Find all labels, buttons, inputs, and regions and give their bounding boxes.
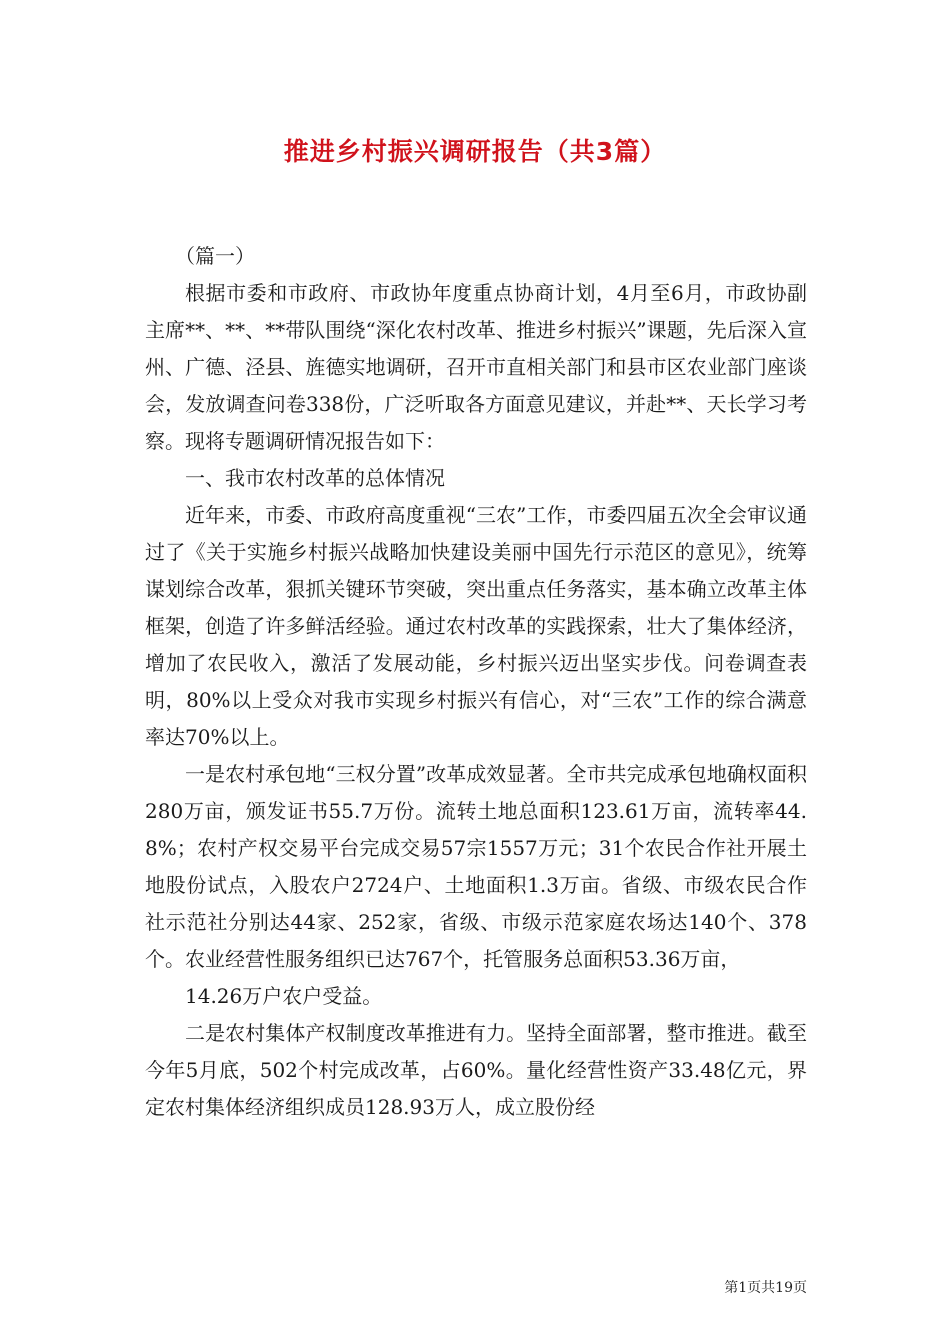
section-label: （篇一） (175, 244, 255, 268)
document-body (145, 238, 807, 1126)
paragraph: 近年来，市委、市政府高度重视“三农”工作，市委四届五次全会审议通过了《关于实施乡村振兴战略加快建设美丽中国先行示范区的意见》，统筹谋划综合改革，狠抓关键环节突破，突出重点任务落实，基本确立改革主体框架，创造了许多鲜活经验。通过农村改革的实践探索，壮大了集体经济，增加了农民收入，激活了发展动能，乡村振兴迈出坚实步伐。问卷调查表明，80%以上受众对我市实现乡村振兴有信心，对“三农”工作的综合满意率达70%以上。 (145, 503, 807, 749)
paragraph: 二是农村集体产权制度改革推进有力。坚持全面部署，整市推进。截至今年5月底，502个村完成改革，占60%。量化经营性资产33.48亿元，界定农村集体经济组织成员128.93万人，成立股份经 (145, 1021, 807, 1119)
section-heading: 一、我市农村改革的总体情况 (185, 466, 445, 490)
page-number: 第1页共19页 (724, 1280, 807, 1296)
paragraph: 根据市委和市政府、市政协年度重点协商计划，4月至6月，市政协副主席**、**、**带队围绕“深化农村改革、推进乡村振兴”课题，先后深入宣州、广德、泾县、旌德实地调研，召开市直相关部门和县市区农业部门座谈会，发放调查问卷338份，广泛听取各方面意见建议，并赴**、天长学习考察。现将专题调研情况报告如下： (145, 281, 807, 453)
document-title: 推进乡村振兴调研报告（共3篇） (283, 137, 667, 166)
paragraph: 一是农村承包地“三权分置”改革成效显著。全市共完成承包地确权面积280万亩，颁发证书55.7万份。流转土地总面积123.61万亩，流转率44.8%；农村产权交易平台完成交易57宗1557万元；31个农民合作社开展土地股份试点，入股农户2724户、土地面积1.3万亩。省级、市级农民合作社示范社分别达44家、252家，省级、市级示范家庭农场达140个、378个。农业经营性服务组织已达767个，托管服务总面积53.36万亩， (145, 762, 807, 971)
paragraph: 14.26万户农户受益。 (185, 984, 383, 1008)
